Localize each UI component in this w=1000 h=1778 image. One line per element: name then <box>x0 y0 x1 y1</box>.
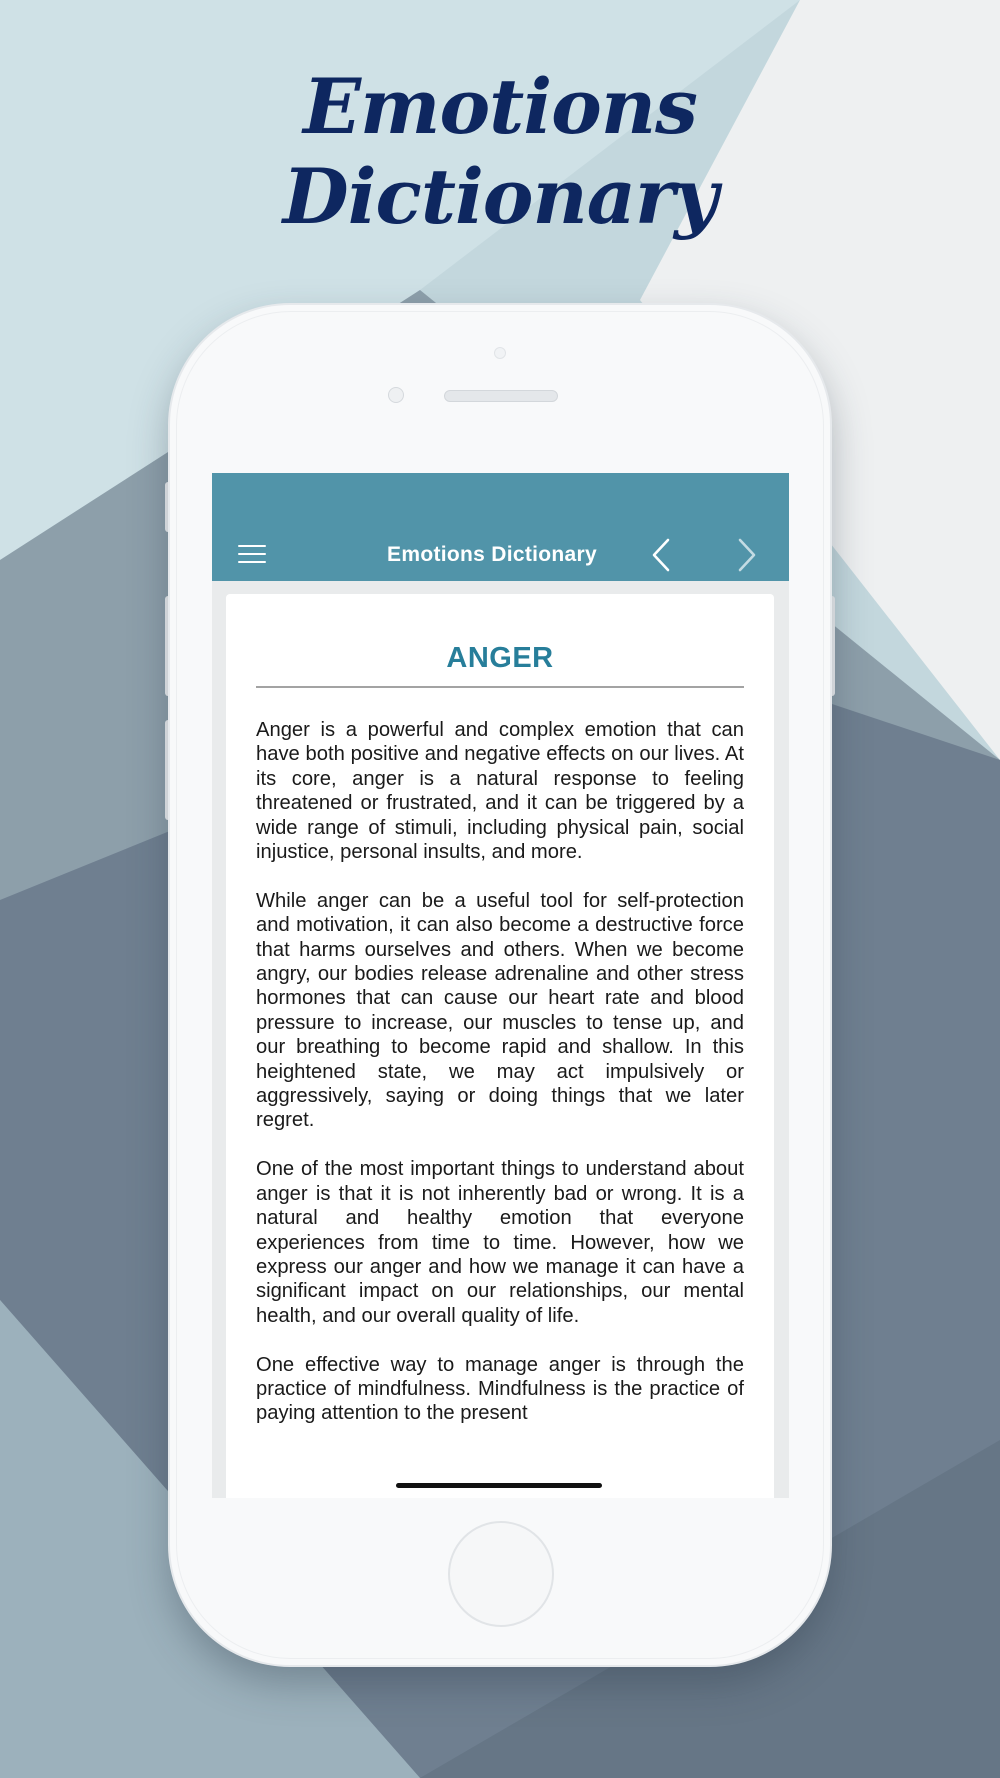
article-heading: ANGER <box>446 642 554 674</box>
article-card <box>226 594 774 1498</box>
hamburger-menu-icon[interactable] <box>238 545 266 565</box>
promo-title <box>0 62 1000 242</box>
app-bar-title: Emotions Dictionary <box>387 543 597 566</box>
article-body[interactable] <box>256 718 744 1450</box>
chevron-right-icon[interactable] <box>730 537 762 573</box>
phone-screen <box>212 473 789 1498</box>
phone-home-button <box>448 1521 554 1627</box>
app-bar <box>212 473 789 581</box>
phone-sensor <box>494 347 506 359</box>
heading-divider <box>256 686 744 688</box>
article-paragraph-1: Anger is a powerful and complex emotion that can have both positive and negative effects on our lives. At its core, anger is a natural response to feeling threatened or frustrated, and it can be triggered by a wide range of stimuli, including physical pain, social injustice, personal insults, and more. <box>256 719 744 864</box>
article-paragraph-3: One of the most important things to understand about anger is that it is not inherently bad or wrong. It is a natural and healthy emotion that everyone experiences from time to time. However, how we express our anger and how we manage it can have a significant impact on our relationships, our mental health, and our overall quality of life. <box>256 1158 744 1327</box>
article-paragraph-4: One effective way to manage anger is through the practice of mindfulness. Mindfulness is the practice of paying attention to the present <box>256 1353 744 1425</box>
promo-title-line-2: Dictionary <box>282 152 718 241</box>
scroll-indicator[interactable] <box>396 1483 602 1488</box>
phone-front-camera <box>388 387 404 403</box>
phone-earpiece-speaker <box>444 390 558 402</box>
chevron-left-icon[interactable] <box>646 537 678 573</box>
promo-title-line-1: Emotions <box>303 62 697 151</box>
article-paragraph-2: While anger can be a useful tool for self-protection and motivation, it can also become a destructive force that harms ourselves and others. When we become angry, our bodies release adrenaline and other stress hormones that can cause our heart rate and blood pressure to increase, our muscles to tense up, and our breathing to become rapid and shallow. In this heightened state, we may act impulsively or aggressively, saying or doing things that we later regret. <box>256 889 744 1132</box>
